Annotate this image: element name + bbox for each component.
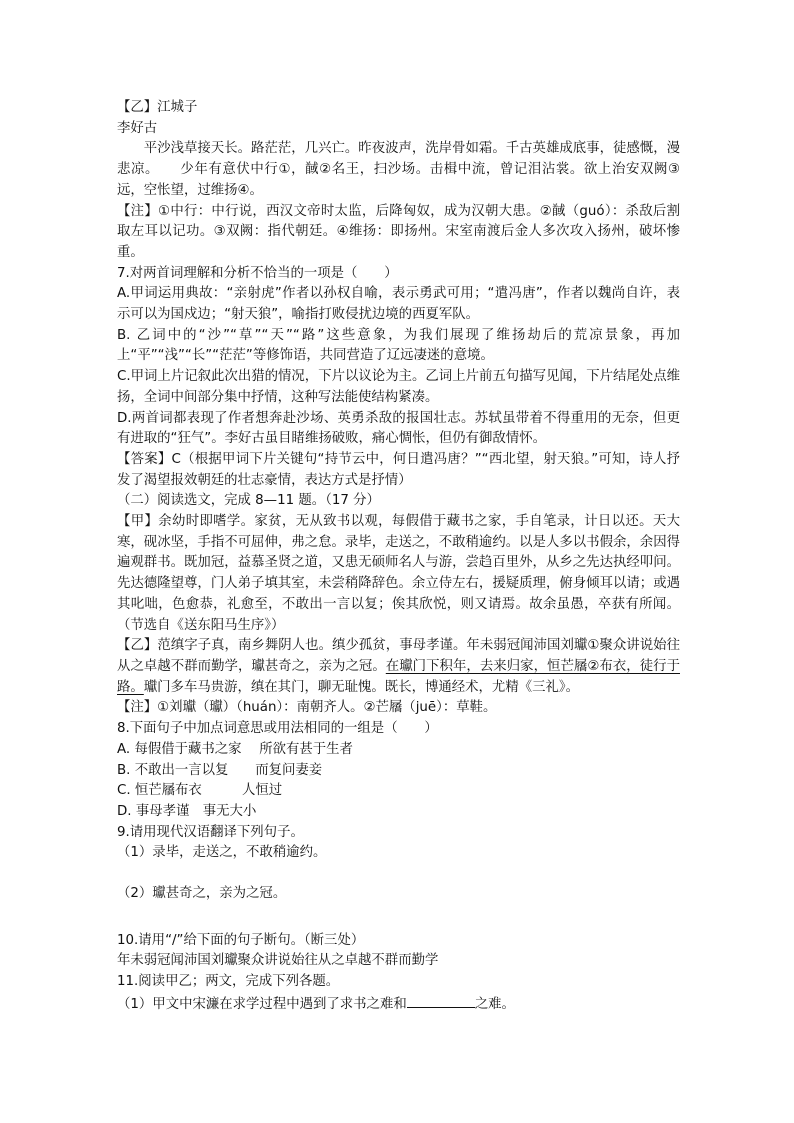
question-11-sub-1-suffix: 之难。 xyxy=(474,996,515,1012)
question-11-stem: 11.阅读甲乙；两文，完成下列各题。 xyxy=(117,974,340,990)
question-8-option-c: C. 恒芒屩布衣 人恒过 xyxy=(117,783,283,799)
passage-yi-part-b: 瓛门多车马贵游，缜在其门，聊无耻愧。既长，博通经术，尤精《三礼》。 xyxy=(143,679,579,695)
question-8-option-a: A. 每假借于藏书之家 所欲有甚于生者 xyxy=(117,741,353,757)
fill-in-blank[interactable] xyxy=(407,993,475,1008)
question-8-option-b: B. 不敢出一言以复 而复问妻妾 xyxy=(117,762,323,778)
question-9-sentence-1: （1）录毕，走送之，不敢稍逾约。 xyxy=(117,845,327,861)
question-8-option-d: D. 事母孝谨 事无大小 xyxy=(117,803,257,819)
poem-note: 【注】①中行：中行说，西汉文帝时太监，后降匈奴，成为汉朝大患。②馘（guó）：杀敌后割取左耳以记功。③双阙：指代朝廷。④维扬：即扬州。宋室南渡后金人多次攻入扬州，破坏惨重。 xyxy=(117,203,680,260)
question-9-sentence-2: （2）瓛甚奇之，亲为之冠。 xyxy=(117,886,287,902)
section-2-heading: （二）阅读选文，完成 8—11 题。（17 分） xyxy=(117,493,380,509)
question-7-option-c: C.甲词上片记叙此次出猎的情况，下片以议论为主。乙词上片前五句描写见闻，下片结尾处点维扬，全词中间部分集中抒情，这种写法能使结构紧凑。 xyxy=(117,369,680,405)
passage-yi xyxy=(117,636,680,698)
question-10-sentence: 年未弱冠闻沛国刘瓛聚众讲说始往从之卓越不群而勤学 xyxy=(117,953,439,969)
passage-jia: 【甲】余幼时即嗜学。家贫，无从致书以观，每假借于藏书之家，手自笔录，计日以还。天大寒，砚冰坚，手指不可屈伸，弗之怠。录毕，走送之，不敢稍逾约。以是人多以书假余，余因得遍观群书。既加冠，益慕圣贤之道，又患无硕师名人与游，尝趋百里外，从乡之先达执经叩问。先达德隆望尊，门人弟子填其室，未尝稍降辞色。余立侍左右，援疑质理，俯身倾耳以请；或遇其叱咄，色愈恭，礼愈至，不敢出一言以复；俟其欣悦，则又请焉。故余虽愚，卒获有所闻。（节选自《送东阳马生序》） xyxy=(117,514,680,633)
passage-yi-note: 【注】①刘瓛（瓛）（huán）：南朝齐人。②芒屩（juē）：草鞋。 xyxy=(117,700,497,716)
question-7-option-a: A.甲词运用典故：“亲射虎”作者以孙权自喻，表示勇武可用；“遣冯唐”，作者以魏尚自许，表示可以为国戍边；“射天狼”，喻指打败侵扰边境的西夏军队。 xyxy=(117,286,680,323)
passage-yi-part-a: 【乙】范缜字子真，南乡舞阴人也。缜少孤贫，事母孝谨。年未弱冠闻沛国刘瓛①聚众讲说始往从之卓越不群而勤学，瓛甚奇之，亲为之冠。 xyxy=(117,638,680,674)
answer-space xyxy=(117,864,680,884)
poem-text: 平沙浅草接天长。路茫茫，几兴亡。昨夜波声，洗岸骨如霜。千古英雄成底事，徒感慨，漫悲凉。 少年有意伏中行①，馘②名王，扫沙场。击楫中流，曾记泪沾裳。欲上治安双阙③远，空怅望，过维扬④。 xyxy=(117,141,680,198)
passage-yi-underlined: 在瓛门下积年，去来归家，恒芒屩②布衣，徒行于路。 xyxy=(117,658,680,695)
question-11-sub-1 xyxy=(117,993,680,1016)
question-9-stem: 9.请用现代汉语翻译下列句子。 xyxy=(117,824,304,840)
question-10-stem: 10.请用“/”给下面的句子断句。（断三处） xyxy=(117,932,365,948)
question-8-stem: 8.下面句子中加点词意思或用法相同的一组是（ ） xyxy=(117,721,438,737)
question-11-sub-1-text: （1）甲文中宋濂在求学过程中遇到了求书之难和 xyxy=(117,996,407,1012)
document-page xyxy=(117,98,680,1016)
question-7-option-d: D.两首词都表现了作者想奔赴沙场、英勇杀敌的报国壮志。苏轼虽带着不得重用的无奈，但更有进取的“狂气”。李好古虽目睹维扬破败，痛心惆怅，但仍有御敌情怀。 xyxy=(117,410,680,447)
poem-author: 李好古 xyxy=(117,120,158,136)
question-7-option-b: B. 乙词中的“沙”“草”“天”“路”这些意象，为我们展现了维扬劫后的荒凉景象，再加上“平”“浅”“长”“茫茫”等修饰语，共同营造了辽远凄迷的意境。 xyxy=(117,327,680,364)
poem-title: 【乙】江城子 xyxy=(117,100,198,115)
question-7-answer: 【答案】C（根据甲词下片关键句“持节云中，何日遣冯唐？”“西北望，射天狼。”可知，诗人抒发了渴望报效朝廷的壮志豪情，表达方式是抒情） xyxy=(117,451,680,488)
question-7-stem: 7.对两首词理解和分析不恰当的一项是（ ） xyxy=(117,265,398,281)
answer-space xyxy=(117,905,680,931)
